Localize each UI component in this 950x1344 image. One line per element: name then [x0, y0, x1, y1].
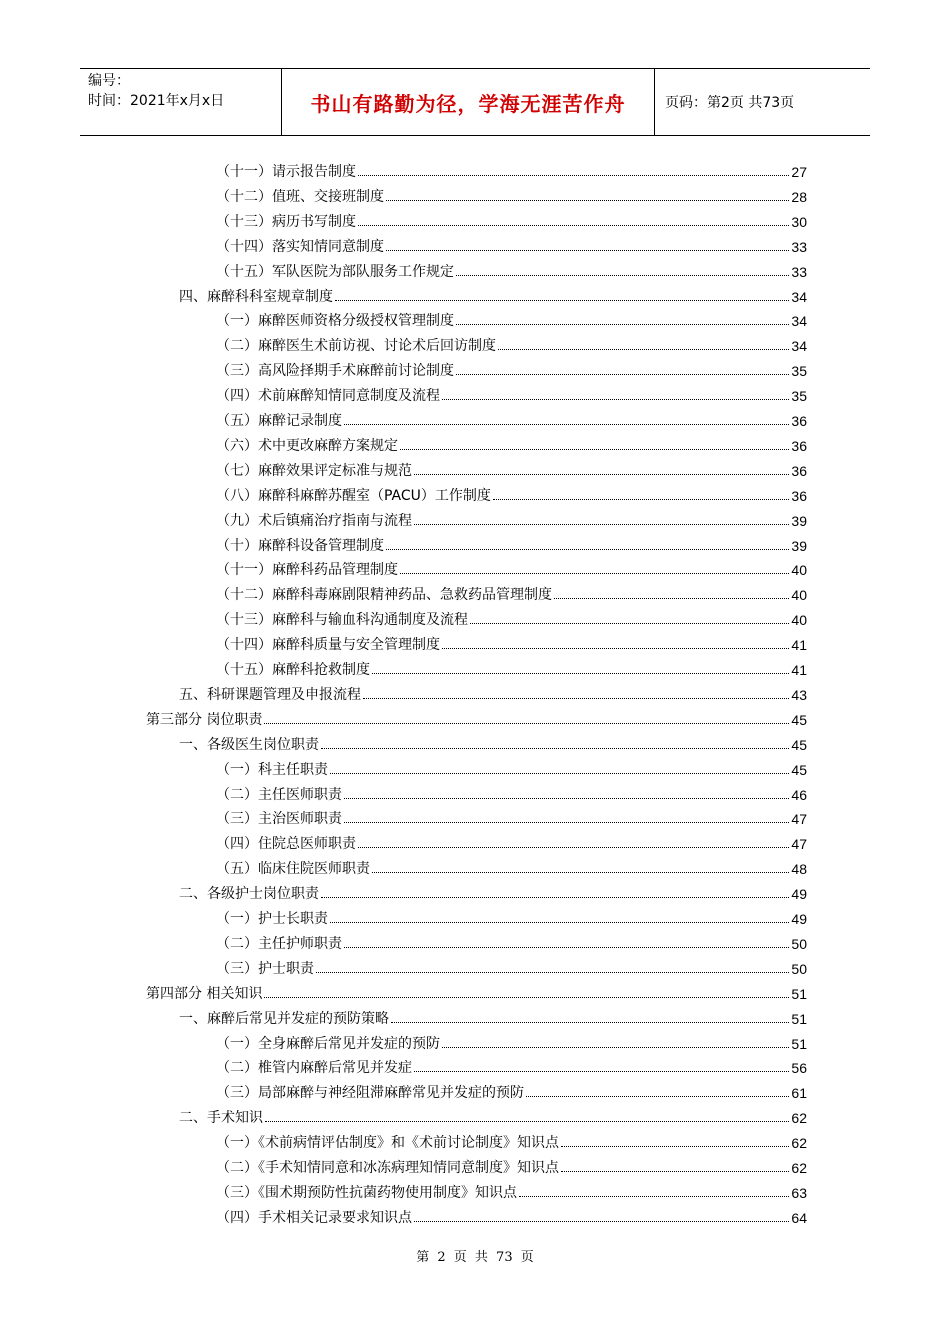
- toc-entry[interactable]: [216, 432, 807, 456]
- toc-dot-leader: [344, 797, 789, 799]
- toc-entry-page: 28: [791, 188, 807, 205]
- toc-dot-leader: [372, 871, 789, 873]
- toc-entry-page: 49: [791, 911, 807, 927]
- toc-entry[interactable]: [216, 407, 807, 431]
- toc-dot-leader: [358, 846, 789, 848]
- toc-entry-title: （三）护士职责: [216, 960, 314, 977]
- toc-entry-page: 49: [791, 886, 807, 903]
- toc-entry-page: 46: [791, 786, 807, 803]
- toc-entry-page: 41: [791, 637, 807, 654]
- toc-entry-page: 34: [791, 288, 807, 305]
- toc-entry[interactable]: [216, 830, 807, 854]
- toc-entry-title: （七）麻醉效果评定标准与规范: [216, 462, 412, 479]
- toc-entry-title: 第三部分 岗位职责: [146, 711, 263, 728]
- toc-dot-leader: [414, 523, 789, 525]
- toc-entry-page: 62: [791, 1110, 807, 1127]
- toc-dot-leader: [561, 1170, 789, 1172]
- toc-dot-leader: [363, 697, 789, 699]
- toc-entry-title: （二）麻醉医生术前访视、讨论术后回访制度: [216, 338, 496, 355]
- toc-entry-page: 63: [791, 1184, 807, 1201]
- toc-entry-title: （二）椎管内麻醉后常见并发症: [216, 1060, 412, 1077]
- toc-entry-title: 第四部分 相关知识: [146, 985, 263, 1002]
- toc-entry-title: （一）护士长职责: [216, 911, 328, 927]
- toc-dot-leader: [470, 622, 789, 624]
- toc-entry-page: 47: [791, 811, 807, 828]
- toc-entry[interactable]: [216, 482, 807, 506]
- toc-entry[interactable]: [216, 581, 807, 605]
- toc-entry[interactable]: [146, 706, 807, 730]
- toc-entry-title: （十一）请示报告制度: [216, 164, 356, 180]
- toc-entry-title: 二、各级护士岗位职责: [179, 886, 319, 903]
- toc-dot-leader: [456, 373, 789, 375]
- toc-dot-leader: [321, 747, 789, 749]
- toc-dot-leader: [386, 249, 789, 251]
- toc-entry[interactable]: [216, 1204, 807, 1228]
- toc-entry[interactable]: [216, 208, 807, 232]
- toc-entry-title: （一）全身麻醉后常见并发症的预防: [216, 1035, 440, 1052]
- toc-entry-title: （五）麻醉记录制度: [216, 413, 342, 429]
- toc-entry-title: （四）住院总医师职责: [216, 836, 356, 853]
- toc-dot-leader: [372, 672, 789, 674]
- toc-entry-title: 一、各级医生岗位职责: [179, 736, 319, 753]
- toc-entry-title: 四、麻醉科科室规章制度: [179, 288, 333, 305]
- toc-dot-leader: [330, 772, 789, 774]
- toc-dot-leader: [456, 274, 789, 276]
- toc-entry[interactable]: [216, 507, 807, 531]
- toc-entry-page: 39: [791, 537, 807, 554]
- toc-entry[interactable]: [216, 183, 807, 207]
- toc-entry-title: （五）临床住院医师职责: [216, 861, 370, 878]
- toc-entry-title: （十二）值班、交接班制度: [216, 188, 384, 205]
- toc-entry[interactable]: [179, 681, 807, 705]
- toc-entry-title: 五、科研课题管理及申报流程: [179, 686, 361, 703]
- toc-dot-leader: [414, 1220, 789, 1222]
- toc-dot-leader: [526, 1095, 789, 1097]
- toc-entry-page: 36: [791, 487, 807, 504]
- toc-entry[interactable]: [216, 307, 807, 331]
- toc-entry-title: （三）主治医师职责: [216, 811, 342, 828]
- toc-dot-leader: [386, 548, 789, 550]
- toc-entry-title: （九）术后镇痛治疗指南与流程: [216, 512, 412, 529]
- toc-entry-page: 33: [791, 263, 807, 280]
- toc-entry-title: （十）麻醉科设备管理制度: [216, 537, 384, 554]
- toc-entry-title: （三）《围术期预防性抗菌药物使用制度》知识点: [216, 1184, 517, 1201]
- toc-entry[interactable]: [216, 781, 807, 805]
- toc-entry-title: （二）主任医师职责: [216, 786, 342, 803]
- toc-entry-title: （一）《术前病情评估制度》和《术前讨论制度》知识点: [216, 1135, 559, 1152]
- toc-dot-leader: [554, 597, 789, 599]
- toc-entry-title: （二）《手术知情同意和冰冻病理知情同意制度》知识点: [216, 1160, 559, 1176]
- toc-entry[interactable]: [216, 1129, 807, 1153]
- toc-entry[interactable]: [146, 980, 807, 1004]
- toc-entry-title: （四）手术相关记录要求知识点: [216, 1209, 412, 1226]
- toc-entry-page: 51: [791, 1010, 807, 1027]
- toc-dot-leader: [400, 448, 789, 450]
- toc-entry-page: 40: [791, 612, 807, 629]
- toc-entry-title: （一）科主任职责: [216, 761, 328, 778]
- toc-entry-page: 51: [791, 985, 807, 1002]
- toc-dot-leader: [330, 921, 789, 923]
- toc-dot-leader: [493, 498, 790, 500]
- header-meta-cell: [80, 69, 282, 135]
- toc-dot-leader: [344, 821, 789, 823]
- toc-entry-page: 35: [791, 363, 807, 380]
- toc-dot-leader: [335, 299, 789, 301]
- header-page-info: 页码：第2页 共73页: [665, 95, 795, 111]
- toc-dot-leader: [316, 971, 789, 973]
- header-motto: 书山有路勤为径，学海无涯苦作舟: [282, 69, 655, 135]
- toc-entry[interactable]: [216, 532, 807, 556]
- toc-entry[interactable]: [216, 158, 807, 182]
- toc-entry[interactable]: [216, 631, 807, 655]
- toc-entry-page: 30: [791, 213, 807, 230]
- toc-entry[interactable]: [179, 731, 807, 755]
- toc-dot-leader: [386, 199, 789, 201]
- toc-entry[interactable]: [216, 905, 807, 929]
- toc-dot-leader: [264, 996, 789, 998]
- toc-entry[interactable]: [216, 332, 807, 356]
- toc-entry-title: （十二）麻醉科毒麻剧限精神药品、急救药品管理制度: [216, 587, 552, 604]
- toc-entry-page: 62: [791, 1135, 807, 1152]
- toc-entry-page: 39: [791, 512, 807, 529]
- toc-entry[interactable]: [216, 656, 807, 680]
- toc-entry-page: 64: [791, 1209, 807, 1226]
- toc-dot-leader: [456, 323, 789, 325]
- toc-entry[interactable]: [216, 855, 807, 879]
- toc-entry-title: （一）麻醉医师资格分级授权管理制度: [216, 313, 454, 330]
- toc-entry-page: 51: [791, 1035, 807, 1052]
- toc-entry-page: 50: [791, 960, 807, 977]
- number-label: 编号：: [88, 73, 130, 89]
- toc-dot-leader: [321, 896, 789, 898]
- toc-dot-leader: [442, 647, 789, 649]
- toc-entry-page: 34: [791, 313, 807, 330]
- toc-entry-page: 36: [791, 437, 807, 454]
- toc-entry-page: 34: [791, 338, 807, 355]
- toc-dot-leader: [264, 722, 789, 724]
- toc-dot-leader: [561, 1145, 789, 1147]
- toc-entry-title: （二）主任护师职责: [216, 935, 342, 952]
- toc-entry[interactable]: [216, 606, 807, 630]
- toc-entry-title: （十一）麻醉科药品管理制度: [216, 562, 398, 579]
- toc-entry[interactable]: [179, 880, 807, 904]
- toc-entry-page: 41: [791, 662, 807, 678]
- toc-entry[interactable]: [216, 382, 807, 406]
- toc-dot-leader: [400, 572, 789, 574]
- toc-entry-title: （十三）病历书写制度: [216, 213, 356, 230]
- time-label: 时间：2021年x月x日: [88, 93, 225, 109]
- toc-dot-leader: [391, 1021, 789, 1023]
- toc-entry-page: 61: [791, 1085, 807, 1102]
- toc-entry[interactable]: [216, 258, 807, 282]
- toc-entry-title: （十五）军队医院为部队服务工作规定: [216, 263, 454, 280]
- toc-entry[interactable]: [179, 1104, 807, 1128]
- toc-entry[interactable]: [216, 756, 807, 780]
- toc-entry-title: （六）术中更改麻醉方案规定: [216, 437, 398, 454]
- toc-entry[interactable]: [216, 1054, 807, 1078]
- toc-dot-leader: [358, 224, 789, 226]
- toc-entry-title: （十四）落实知情同意制度: [216, 238, 384, 255]
- toc-entry-title: 二、手术知识: [179, 1110, 263, 1127]
- page-footer: 第 2 页 共 73 页: [416, 1250, 534, 1265]
- toc-entry[interactable]: [216, 1079, 807, 1103]
- toc-entry[interactable]: [216, 955, 807, 979]
- toc-entry[interactable]: [216, 930, 807, 954]
- toc-entry-title: （三）高风险择期手术麻醉前讨论制度: [216, 363, 454, 380]
- toc-dot-leader: [442, 1046, 789, 1048]
- toc-dot-leader: [344, 946, 789, 948]
- toc-entry-page: 45: [791, 736, 807, 753]
- toc-entry-page: 43: [791, 686, 807, 703]
- toc-dot-leader: [358, 174, 789, 176]
- toc-entry[interactable]: [216, 805, 807, 829]
- toc-entry-page: 45: [791, 761, 807, 778]
- toc-entry[interactable]: [216, 1179, 807, 1203]
- toc-entry-page: 36: [791, 462, 807, 479]
- toc-entry-page: 47: [791, 836, 807, 853]
- toc-dot-leader: [414, 1070, 789, 1072]
- toc-entry-page: 40: [791, 587, 807, 604]
- toc-entry-title: 一、麻醉后常见并发症的预防策略: [179, 1010, 389, 1027]
- toc-entry[interactable]: [179, 283, 807, 307]
- toc-entry-title: （八）麻醉科麻醉苏醒室（PACU）工作制度: [216, 487, 491, 504]
- toc-entry[interactable]: [216, 457, 807, 481]
- toc-entry-title: （十四）麻醉科质量与安全管理制度: [216, 637, 440, 654]
- toc-dot-leader: [414, 473, 789, 475]
- toc-entry[interactable]: [179, 1005, 807, 1029]
- toc-entry[interactable]: [216, 357, 807, 381]
- toc-dot-leader: [265, 1120, 789, 1122]
- toc-entry-page: 27: [791, 164, 807, 180]
- toc-dot-leader: [498, 348, 789, 350]
- toc-entry-page: 33: [791, 238, 807, 255]
- toc-entry-title: （十三）麻醉科与输血科沟通制度及流程: [216, 612, 468, 629]
- toc-entry-page: 62: [791, 1160, 807, 1176]
- toc-entry-page: 56: [791, 1060, 807, 1077]
- toc-entry[interactable]: [216, 556, 807, 580]
- toc-entry-page: 35: [791, 388, 807, 405]
- toc-entry[interactable]: [216, 233, 807, 257]
- toc-entry-page: 36: [791, 413, 807, 429]
- toc-entry[interactable]: [216, 1154, 807, 1178]
- toc-entry-page: 45: [791, 711, 807, 728]
- toc-entry-title: （三）局部麻醉与神经阻滞麻醉常见并发症的预防: [216, 1085, 524, 1102]
- toc-entry-page: 50: [791, 935, 807, 952]
- toc-entry-title: （四）术前麻醉知情同意制度及流程: [216, 388, 440, 405]
- toc-dot-leader: [442, 398, 789, 400]
- toc-dot-leader: [519, 1195, 789, 1197]
- toc-entry[interactable]: [216, 1030, 807, 1054]
- page-header: [80, 68, 870, 136]
- toc-entry-page: 40: [791, 562, 807, 579]
- toc-entry-title: （十五）麻醉科抢救制度: [216, 662, 370, 678]
- toc-entry-page: 48: [791, 861, 807, 878]
- toc-dot-leader: [344, 423, 789, 425]
